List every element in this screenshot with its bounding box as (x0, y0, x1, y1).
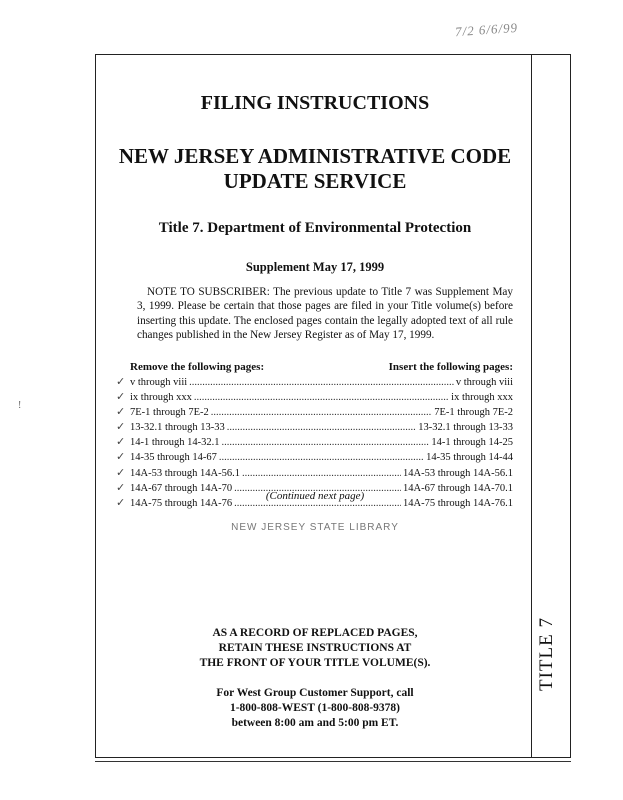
bottom-rule (95, 761, 571, 762)
checkmark-icon: ✓ (116, 436, 126, 449)
remove-pages: ix through xxx (130, 392, 192, 404)
support-hours: between 8:00 am and 5:00 pm ET. (231, 717, 399, 729)
dot-leader (211, 405, 433, 420)
insert-pages: ix through xxx (451, 392, 513, 404)
department-title: Title 7. Department of Environmental Protection (158, 220, 472, 236)
margin-mark: ! (18, 400, 22, 411)
handwritten-note: 7/2 6/6/99 (454, 19, 519, 40)
checkmark-icon: ✓ (116, 481, 126, 494)
remove-pages: 7E-1 through 7E-2 (130, 407, 209, 419)
list-row (116, 375, 513, 390)
list-row (116, 420, 513, 435)
remove-pages: 14-35 through 14-67 (130, 452, 217, 464)
remove-pages: 14-1 through 14-32.1 (130, 437, 220, 449)
remove-header: Remove the following pages: (130, 361, 265, 373)
remove-pages: v through viii (130, 377, 188, 388)
insert-pages: 14A-75 through 14A-76.1 (403, 497, 513, 509)
list-row (116, 390, 513, 405)
dot-leader (189, 375, 454, 390)
customer-support (100, 686, 530, 731)
list-header (130, 360, 513, 375)
checkmark-icon: ✓ (116, 466, 126, 479)
title-tab-label: TITLE 7 (536, 617, 557, 692)
record-line: AS A RECORD OF REPLACED PAGES, (212, 627, 418, 639)
list-row (116, 450, 513, 465)
list-row (116, 435, 513, 450)
insert-pages: 13-32.1 through 13-33 (418, 422, 513, 434)
dot-leader (242, 466, 401, 481)
insert-pages: 14-1 through 14-25 (431, 437, 513, 449)
record-line: THE FRONT OF YOUR TITLE VOLUME(S). (199, 657, 431, 669)
remove-pages: 14A-75 through 14A-76 (130, 497, 233, 509)
subscriber-note: NOTE TO SUBSCRIBER: The previous update to Title 7 was Supplement May 3, 1999. Please be certain that those pages are filed in your Title volume(s) before inserting this update. The enclosed pages contain the legally adopted text of all rule changes published in the New Jersey Register as of May 17, 1999. (137, 286, 513, 341)
checkmark-icon: ✓ (116, 391, 126, 404)
insert-pages: 14A-67 through 14A-70.1 (403, 482, 513, 494)
support-phone: 1-800-808-WEST (1-800-808-9378) (229, 702, 401, 714)
dot-leader (222, 435, 430, 450)
dot-leader (227, 420, 416, 435)
insert-pages: 7E-1 through 7E-2 (434, 407, 513, 419)
library-stamp: NEW JERSEY STATE LIBRARY (231, 522, 399, 533)
remove-pages: 14A-67 through 14A-70 (130, 482, 233, 494)
insert-pages: 14A-53 through 14A-56.1 (403, 467, 513, 479)
checkmark-icon: ✓ (116, 451, 126, 464)
page-title: FILING INSTRUCTIONS (200, 92, 430, 114)
record-line: RETAIN THESE INSTRUCTIONS AT (218, 642, 412, 654)
insert-header: Insert the following pages: (388, 361, 513, 373)
checkmark-icon: ✓ (116, 421, 126, 434)
remove-pages: 13-32.1 through 13-33 (130, 422, 225, 434)
continued-note: (Continued next page) (265, 490, 365, 502)
dot-leader (194, 390, 449, 405)
support-line: For West Group Customer Support, call (216, 687, 414, 699)
page-replacement-list (116, 360, 513, 511)
checkmark-icon: ✓ (116, 406, 126, 419)
supplement-date: Supplement May 17, 1999 (245, 260, 385, 274)
insert-pages: v through viii (455, 377, 513, 388)
remove-pages: 14A-53 through 14A-56.1 (130, 467, 240, 479)
insert-pages: 14-35 through 14-44 (426, 452, 513, 464)
list-row (116, 466, 513, 481)
code-title: NEW JERSEY ADMINISTRATIVE CODE UPDATE SERVICE (118, 144, 512, 193)
tab-divider-rule (531, 54, 532, 758)
checkmark-icon: ✓ (116, 376, 126, 388)
checkmark-icon: ✓ (116, 496, 126, 509)
dot-leader (219, 450, 424, 465)
list-row (116, 405, 513, 420)
record-instructions (100, 626, 530, 671)
